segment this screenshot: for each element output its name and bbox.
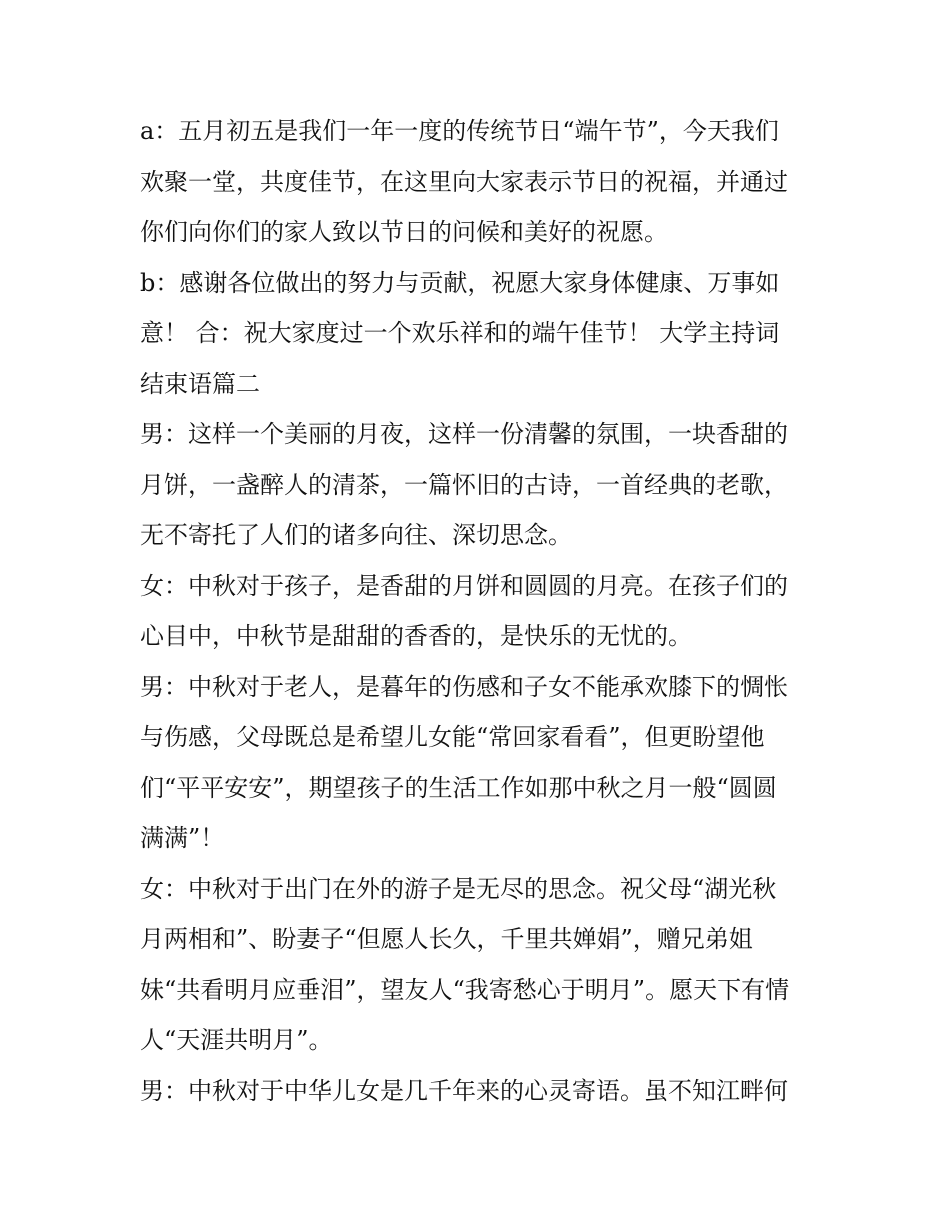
text-line: 意！ 合：祝大家度过一个欢乐祥和的端午佳节！ 大学主持词 <box>140 319 780 347</box>
text-line: 无不寄托了人们的诸多向往、深切思念。 <box>140 521 572 549</box>
text-line: 男：中秋对于老人，是暮年的伤感和子女不能承欢膝下的惆怅 <box>140 672 788 701</box>
text-line: 你们向你们的家人致以节日的问候和美好的祝愿。 <box>140 218 668 246</box>
text-line: 心目中，中秋节是甜甜的香香的，是快乐的无忧的。 <box>140 622 692 650</box>
text-line: 女：中秋对于孩子，是香甜的月饼和圆圆的月亮。在孩子们的 <box>140 571 788 600</box>
text-line: 女：中秋对于出门在外的游子是无尽的思念。祝父母“湖光秋 <box>140 874 777 903</box>
text-line: 男：这样一个美丽的月夜，这样一份清馨的氛围，一块香甜的 <box>140 420 788 448</box>
text-line: 人“天涯共明月”。 <box>140 1026 333 1054</box>
text-line: 与伤感，父母既总是希望儿女能“常回家看看”，但更盼望他 <box>140 723 765 751</box>
text-line: a：五月初五是我们一年一度的传统节日“端午节”，今天我们 <box>140 117 779 145</box>
text-line: 满满”！ <box>140 824 225 852</box>
text-line: 男：中秋对于中华儿女是几千年来的心灵寄语。虽不知江畔何 <box>140 1076 788 1105</box>
text-line: 结束语篇二 <box>140 369 260 398</box>
text-line: 月饼，一盏醉人的清茶，一篇怀旧的古诗，一首经典的老歌， <box>140 470 788 499</box>
text-line: b：感谢各位做出的努力与贡献，祝愿大家身体健康、万事如 <box>140 268 780 297</box>
text-line: 欢聚一堂，共度佳节，在这里向大家表示节日的祝福，并通过 <box>140 167 788 196</box>
document-body <box>140 106 820 1116</box>
text-line: 妹“共看明月应垂泪”，望友人“我寄愁心于明月”。愿天下有情 <box>140 975 790 1004</box>
text-line: 们“平平安安”，期望孩子的生活工作如那中秋之月一般“圆圆 <box>140 773 777 802</box>
text-line: 月两相和”、盼妻子“但愿人长久，千里共婵娟”，赠兄弟姐 <box>140 925 753 953</box>
